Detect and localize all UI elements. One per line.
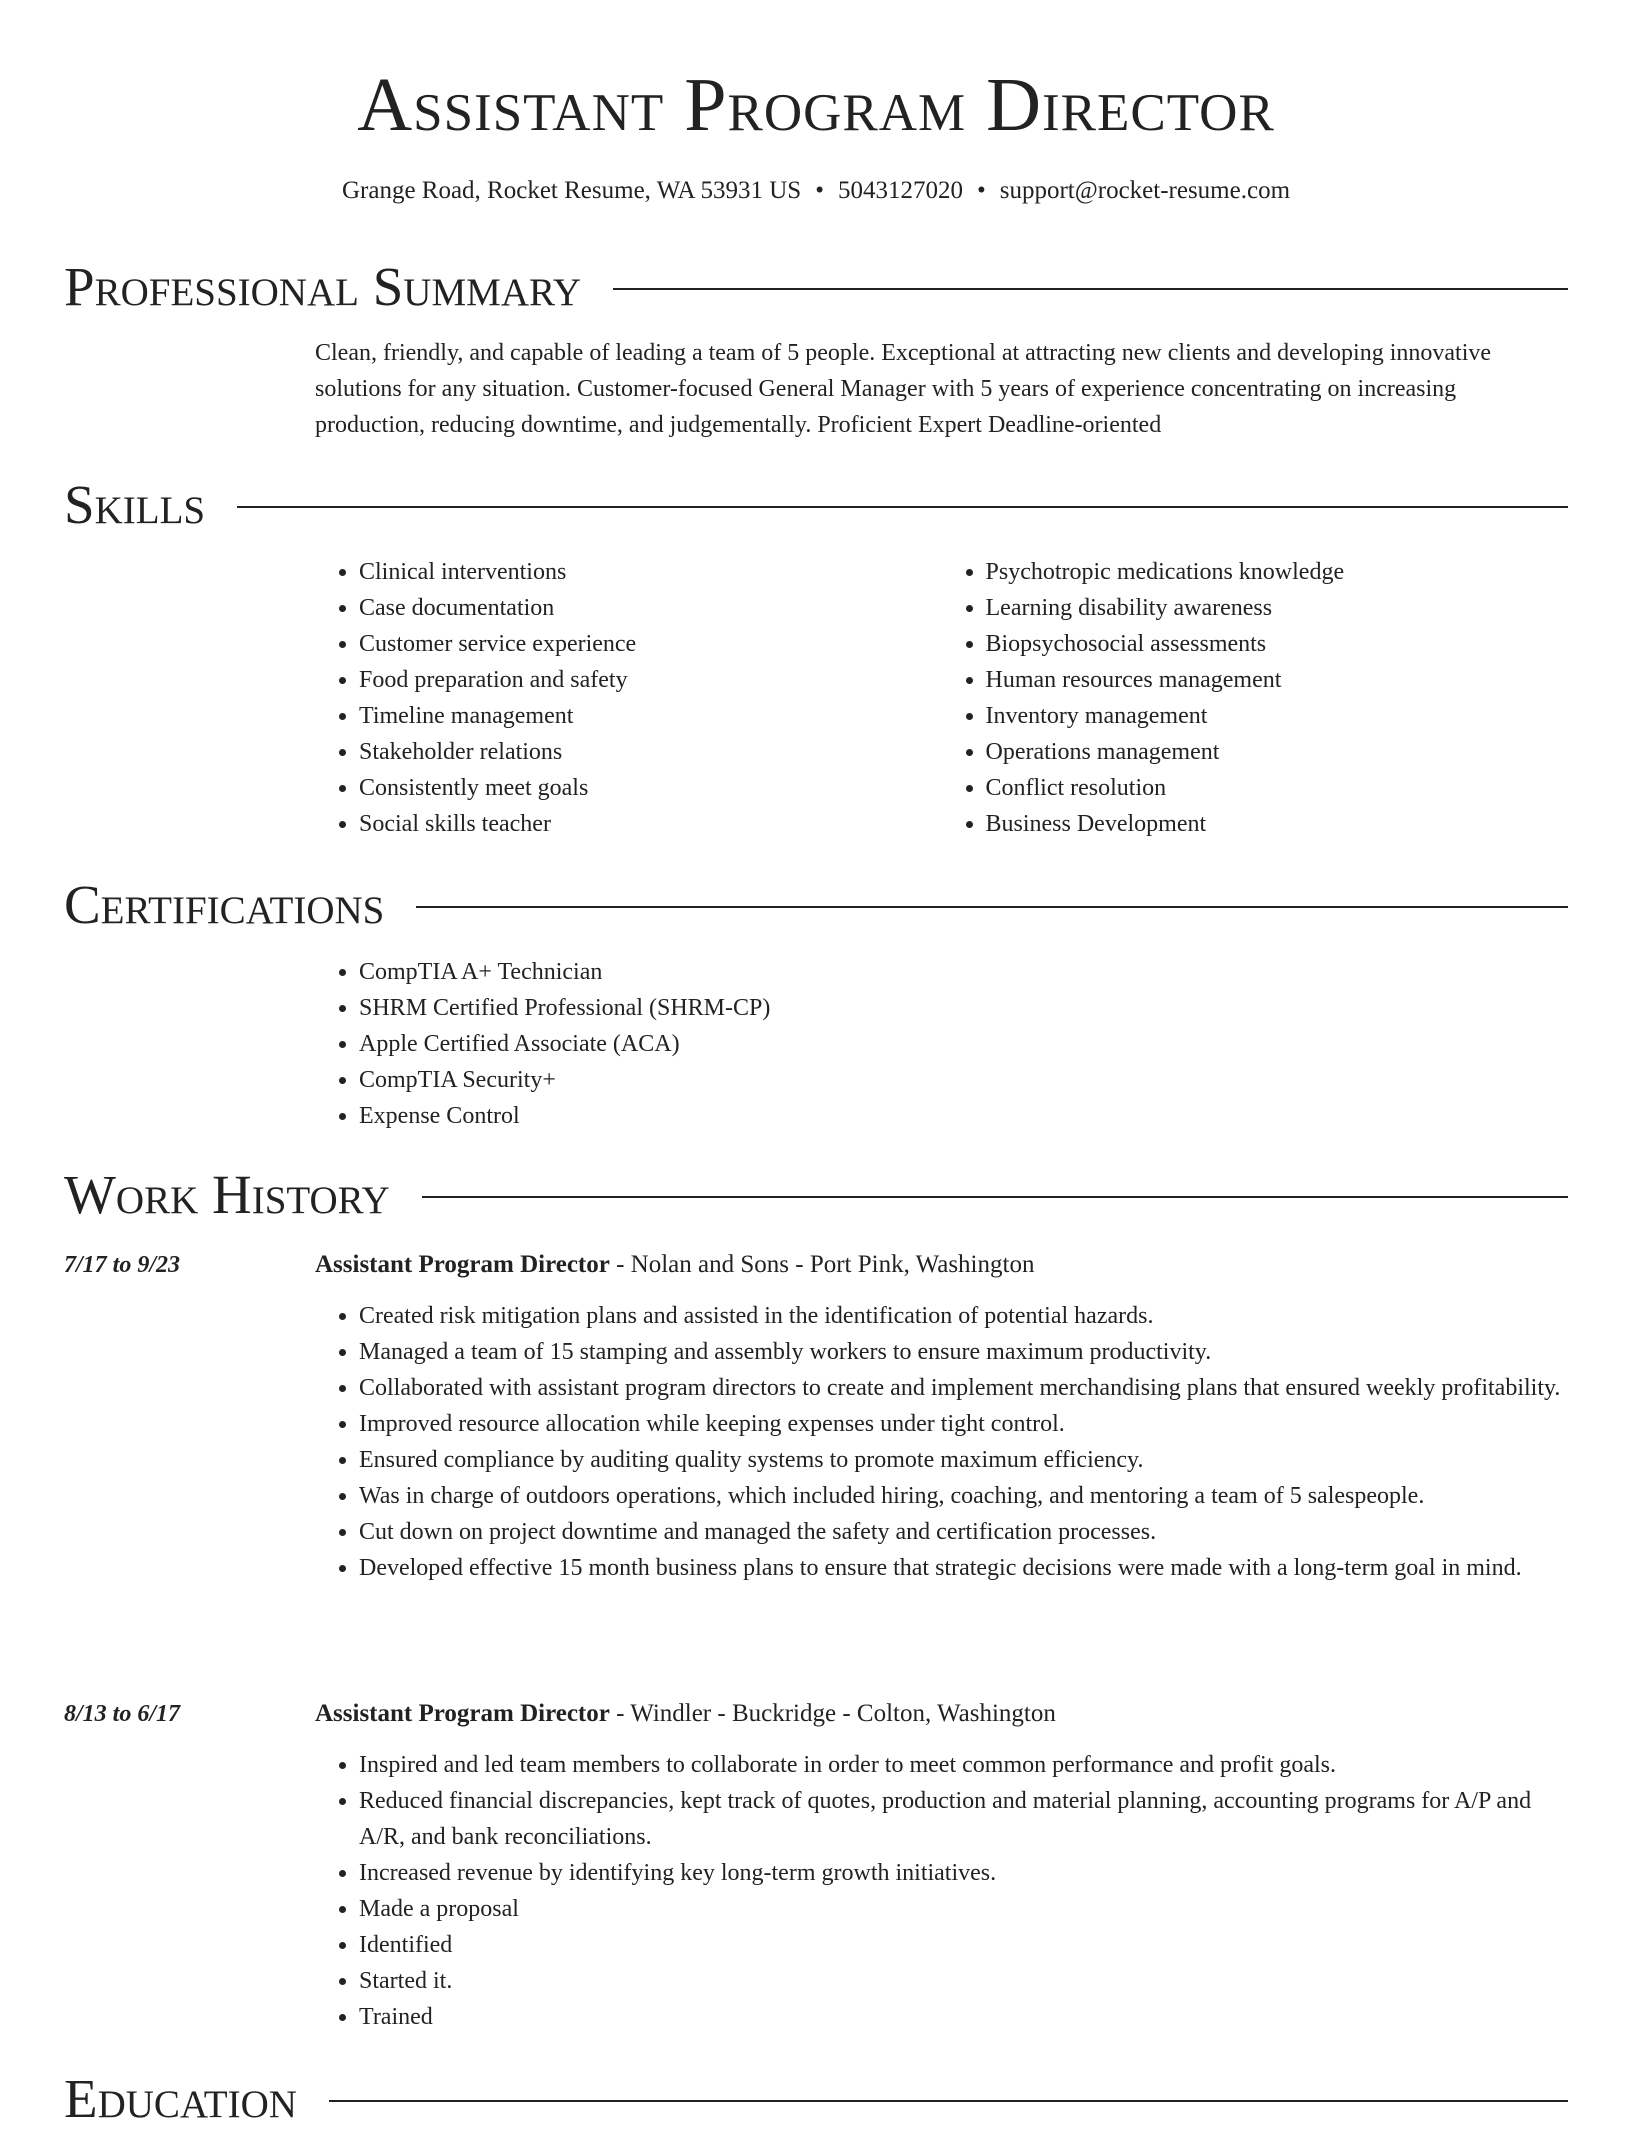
- certifications-content: [315, 954, 1568, 1134]
- job-title: Assistant Program Director: [315, 1700, 610, 1727]
- skill-item: • Inventory management: [986, 698, 1569, 734]
- summary-text: Clean, friendly, and capable of leading a team of 5 people. Exceptional at attracting new clients and developing innovative solutions for any situation. Customer-focused General Manager with 5 years of experience concentrating on increasing production, reducing downtime, and judgementally. Proficient Expert Deadline-oriented: [315, 340, 1492, 438]
- job-bullet: • Increased revenue by identifying key long-term growth initiatives.: [359, 1855, 1568, 1891]
- job-heading: [315, 1248, 1568, 1282]
- skills-list-right: [942, 554, 1569, 842]
- skill-item: • Conflict resolution: [986, 770, 1569, 806]
- skill-item: • Stakeholder relations: [359, 734, 942, 770]
- skill-item: • Timeline management: [359, 698, 942, 734]
- job-employer-location: - Windler - Buckridge - Colton, Washington: [609, 1700, 1056, 1727]
- section-divider: [422, 1196, 1568, 1198]
- section-header-skills: [64, 470, 1568, 540]
- contact-line: [0, 174, 1632, 208]
- skill-item: • Human resources management: [986, 662, 1569, 698]
- certification-item: • Expense Control: [359, 1098, 1568, 1134]
- section-divider: [416, 906, 1568, 908]
- section-divider: [329, 2100, 1568, 2102]
- job-bullet: • Trained: [359, 1999, 1568, 2035]
- job-bullet: • Reduced financial discrepancies, kept track of quotes, production and material planning, accounting programs for A/P and A/R, and bank reconciliations.: [359, 1783, 1568, 1855]
- skill-item: • Customer service experience: [359, 626, 942, 662]
- job-bullet: • Developed effective 15 month business plans to ensure that strategic decisions were made with a long-term goal in mind.: [359, 1550, 1568, 1586]
- job-entry: [315, 1697, 1568, 2035]
- skill-item: • Biopsychosocial assessments: [986, 626, 1569, 662]
- section-title-certifications: Certifications: [64, 874, 385, 935]
- job-dates: 7/17 to 9/23: [64, 1252, 181, 1278]
- skill-item: • Operations management: [986, 734, 1569, 770]
- section-header-education: [64, 2064, 1568, 2134]
- skill-item: • Social skills teacher: [359, 806, 942, 842]
- certifications-list: [315, 954, 1568, 1134]
- contact-separator: •: [976, 177, 986, 204]
- contact-separator: •: [815, 177, 824, 204]
- section-title-skills: Skills: [64, 474, 206, 535]
- job-employer-location: - Nolan and Sons - Port Pink, Washington: [609, 1251, 1035, 1278]
- certification-item: • CompTIA Security+: [359, 1062, 1568, 1098]
- skill-item: • Business Development: [986, 806, 1569, 842]
- certification-item: • SHRM Certified Professional (SHRM-CP): [359, 990, 1568, 1026]
- job-bullet: • Inspired and led team members to collaborate in order to meet common performance and profit goals.: [359, 1747, 1568, 1783]
- job-bullet: • Was in charge of outdoors operations, which included hiring, coaching, and mentoring a team of 5 salespeople.: [359, 1478, 1568, 1514]
- section-title-education: Education: [64, 2068, 297, 2129]
- skill-item: • Psychotropic medications knowledge: [986, 554, 1569, 590]
- skills-content: [315, 554, 1568, 842]
- skill-item: • Learning disability awareness: [986, 590, 1569, 626]
- job-entry: [315, 1248, 1568, 1586]
- summary-content: [315, 335, 1568, 443]
- job-bullet: • Ensured compliance by auditing quality systems to promote maximum efficiency.: [359, 1442, 1568, 1478]
- skill-item: • Case documentation: [359, 590, 942, 626]
- job-dates: 8/13 to 6/17: [64, 1701, 181, 1727]
- section-header-certifications: [64, 870, 1568, 940]
- skill-item: • Food preparation and safety: [359, 662, 942, 698]
- skill-item: • Clinical interventions: [359, 554, 942, 590]
- contact-phone: 5043127020: [837, 177, 963, 204]
- section-header-summary: [64, 252, 1568, 322]
- section-divider: [237, 506, 1568, 508]
- contact-email: support@rocket-resume.com: [999, 177, 1291, 204]
- section-title-work-history: Work History: [64, 1164, 390, 1225]
- job-bullet: • Made a proposal: [359, 1891, 1568, 1927]
- certification-item: • CompTIA A+ Technician: [359, 954, 1568, 990]
- job-title: Assistant Program Director: [315, 1251, 610, 1278]
- job-responsibilities: [315, 1747, 1568, 2035]
- section-divider: [613, 288, 1568, 290]
- section-header-work-history: [64, 1160, 1568, 1230]
- job-responsibilities: [315, 1298, 1568, 1586]
- job-bullet: • Created risk mitigation plans and assisted in the identification of potential hazards.: [359, 1298, 1568, 1334]
- candidate-name: Assistant Program Director: [357, 63, 1275, 147]
- job-bullet: • Improved resource allocation while keeping expenses under tight control.: [359, 1406, 1568, 1442]
- contact-address: Grange Road, Rocket Resume, WA 53931 US: [341, 177, 802, 204]
- job-bullet: • Identified: [359, 1927, 1568, 1963]
- job-heading: [315, 1697, 1568, 1731]
- skill-item: • Consistently meet goals: [359, 770, 942, 806]
- job-bullet: • Managed a team of 15 stamping and assembly workers to ensure maximum productivity.: [359, 1334, 1568, 1370]
- certification-item: • Apple Certified Associate (ACA): [359, 1026, 1568, 1062]
- job-bullet: • Cut down on project downtime and managed the safety and certification processes.: [359, 1514, 1568, 1550]
- job-bullet: • Started it.: [359, 1963, 1568, 1999]
- job-bullet: • Collaborated with assistant program directors to create and implement merchandising plans that ensured weekly profitability.: [359, 1370, 1568, 1406]
- skills-list-left: [315, 554, 942, 842]
- section-title-summary: Professional Summary: [64, 256, 582, 317]
